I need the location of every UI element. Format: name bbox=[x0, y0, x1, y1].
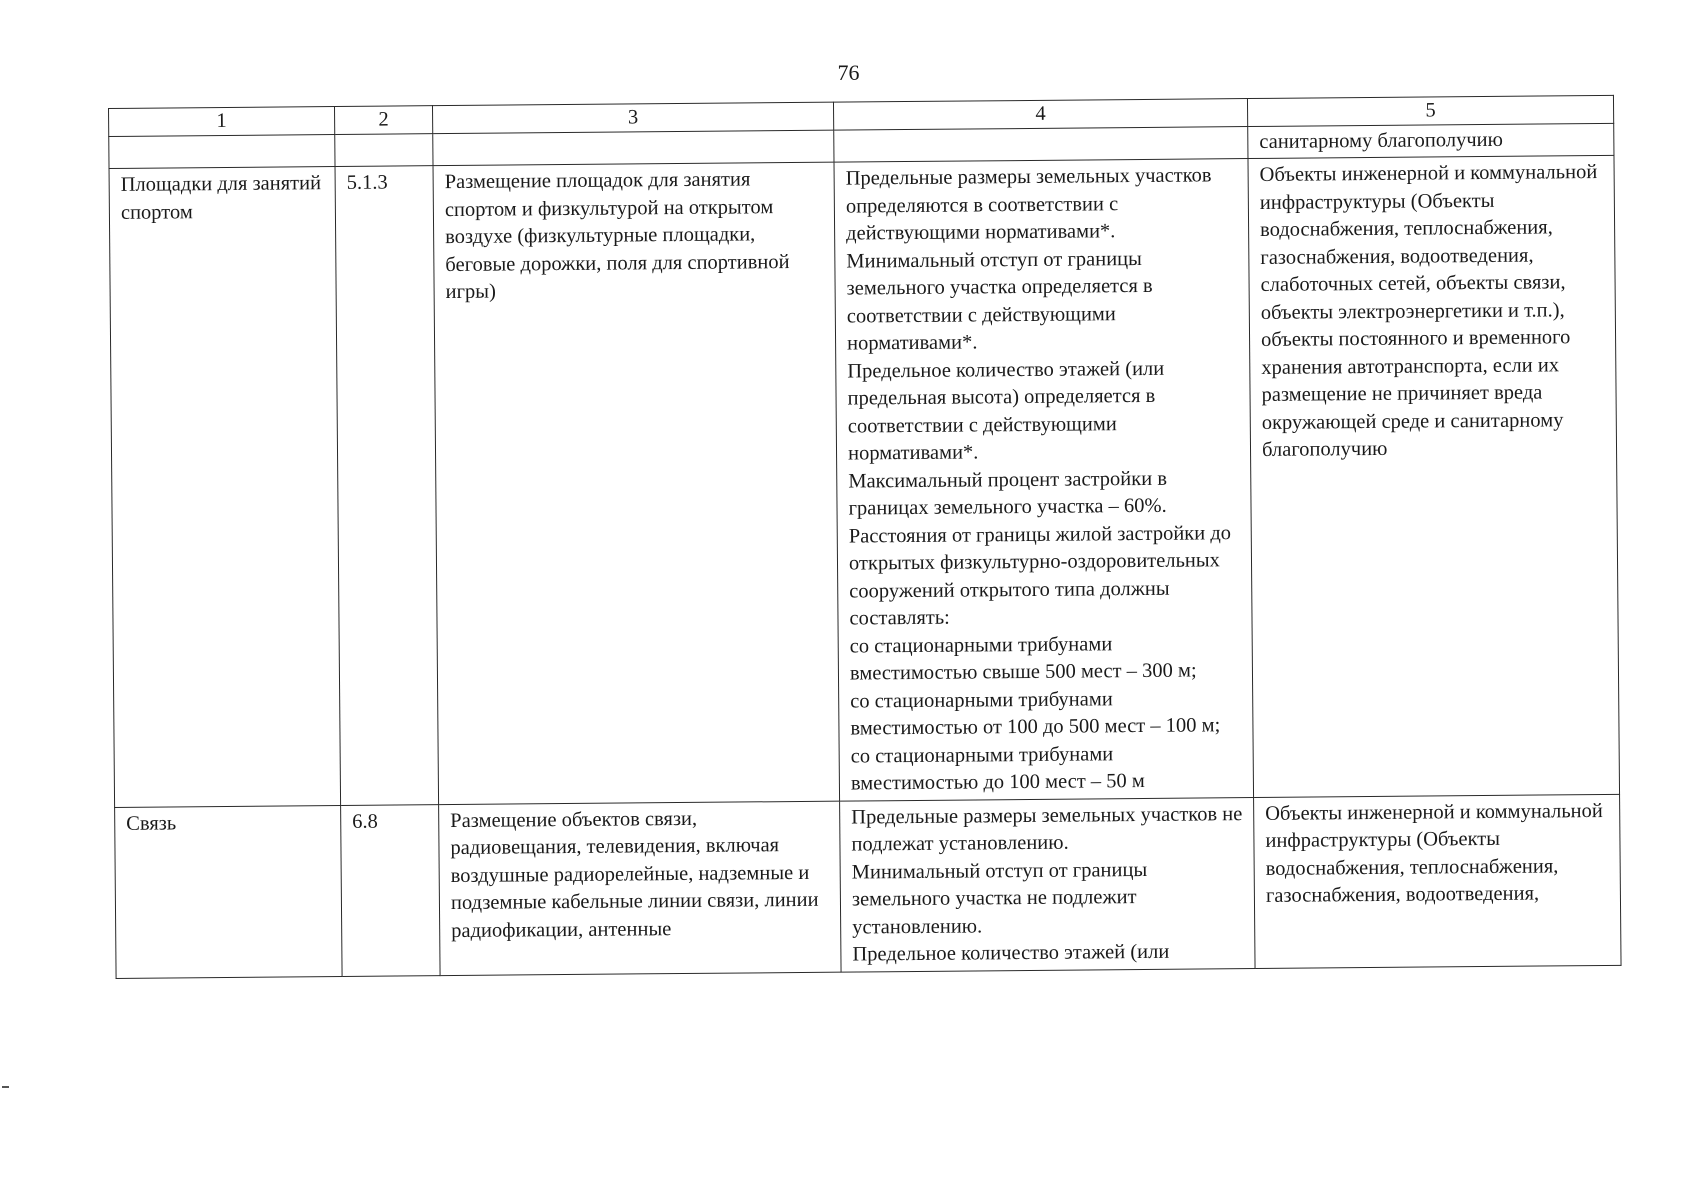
parameter-text: со стационарными трибунами вместимостью свыше 500 мест – 300 м; bbox=[849, 632, 1197, 685]
column-header-3: 3 bbox=[432, 102, 833, 133]
column-header-5: 5 bbox=[1247, 95, 1613, 126]
parameter-text: Предельные размеры земельных участков не подлежат установлению. bbox=[851, 802, 1243, 856]
table-row bbox=[115, 794, 1621, 978]
parameter-text: со стационарными трибунами вместимостью до 100 мест – 50 м bbox=[850, 742, 1145, 795]
page-number: 76 bbox=[837, 60, 860, 85]
parameters-cell bbox=[834, 159, 1254, 801]
parameter-text: Предельные размеры земельных участков определяются в соответствии с действующими нормативами*. bbox=[845, 164, 1212, 245]
regulation-table bbox=[108, 95, 1622, 979]
column-header-1: 1 bbox=[109, 107, 335, 137]
use-name-cell: Площадки для занятий спортом bbox=[109, 167, 341, 807]
use-description-cell: Размещение объектов связи, радиовещания, телевидения, включая воздушные радиорелейные, надземные и подземные кабельные линии связи, линии радиофикации, антенные bbox=[439, 801, 841, 975]
carryover-cell-2 bbox=[335, 134, 433, 167]
parameter-text: Минимальный отступ от границы земельного участка определяется в соответствии с действующими нормативами*. bbox=[846, 247, 1153, 355]
parameter-text: Расстояния от границы жилой застройки до открытых физкультурно-оздоровительных сооружений открытого типа должны составлять: bbox=[848, 521, 1232, 630]
use-name-cell: Связь bbox=[115, 805, 342, 978]
carryover-text: санитарному благополучию bbox=[1248, 123, 1614, 158]
carryover-cell-3 bbox=[433, 130, 834, 165]
parameter-text: Максимальный процент застройки в границах земельного участка – 60%. bbox=[848, 467, 1168, 520]
parameter-text: со стационарными трибунами вместимостью от 100 до 500 мест – 100 м; bbox=[850, 687, 1221, 740]
use-description-cell: Размещение площадок для занятия спортом и физкультурой на открытом воздухе (физкультурные площадки, беговые дорожки, поля для спортивной игры) bbox=[433, 162, 840, 804]
carryover-cell-1 bbox=[109, 135, 335, 169]
parameter-text: Предельное количество этажей (или предельная высота) определяется в соответствии с действующими нормативами*. bbox=[847, 357, 1165, 465]
auxiliary-uses-cell: Объекты инженерной и коммунальной инфраструктуры (Объекты водоснабжения, теплоснабжения, газоснабжения, водоотведения, слаботочных сетей, объекты связи, объекты электроэнергетики и т.п.), объекты постоянного и временного хранения автотранспорта, если их размещение не причиняет вреда окружающей среде и санитарному благополучию bbox=[1248, 155, 1620, 797]
use-code-cell: 5.1.3 bbox=[335, 166, 439, 805]
table-row bbox=[109, 155, 1620, 807]
column-header-2: 2 bbox=[334, 106, 432, 135]
parameter-text: Предельное количество этажей (или bbox=[852, 940, 1170, 966]
use-code-cell: 6.8 bbox=[341, 804, 440, 976]
regulation-table-container bbox=[108, 95, 1621, 979]
auxiliary-uses-cell: Объекты инженерной и коммунальной инфраструктуры (Объекты водоснабжения, теплоснабжения, газоснабжения, водоотведения, bbox=[1254, 794, 1621, 968]
carryover-cell-4 bbox=[834, 127, 1248, 163]
column-header-4: 4 bbox=[833, 99, 1247, 131]
parameter-text: Минимальный отступ от границы земельного участка не подлежит установлению. bbox=[851, 858, 1148, 939]
parameters-cell bbox=[840, 797, 1255, 972]
margin-mark bbox=[2, 1086, 9, 1088]
